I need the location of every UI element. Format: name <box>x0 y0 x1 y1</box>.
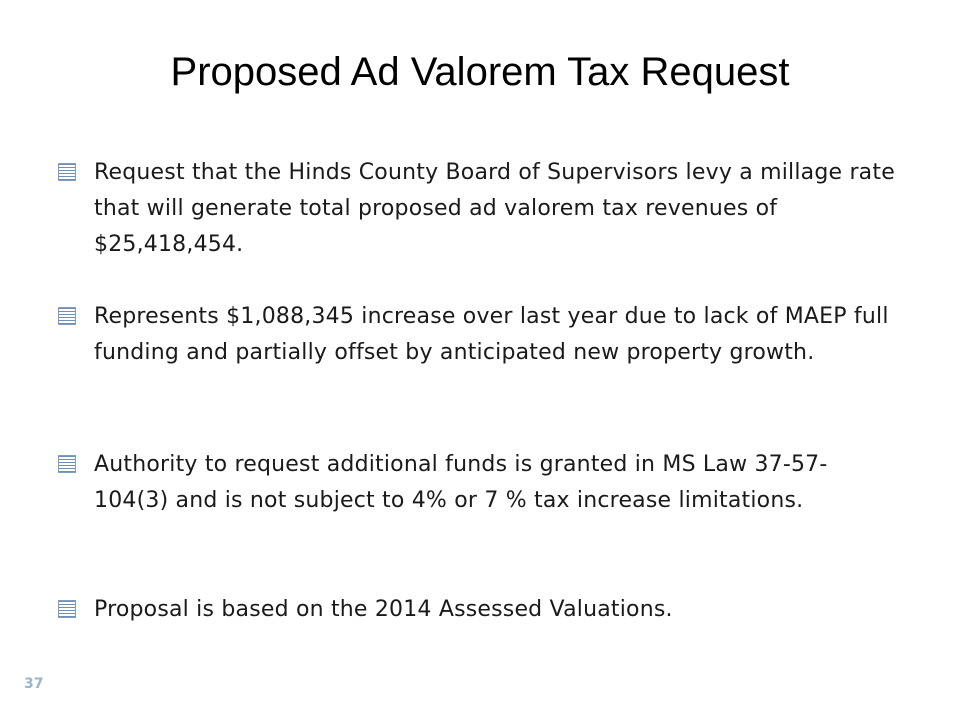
bullet-item <box>58 592 898 628</box>
bullet-text: Represents $1,088,345 increase over last year due to lack of MAEP full funding and partially offset by anticipated new property growth. <box>94 304 889 365</box>
bullet-item <box>58 299 898 371</box>
school-logo-bullet-icon <box>58 600 76 618</box>
page-number: 37 <box>24 676 44 692</box>
bullet-text: Request that the Hinds County Board of Supervisors levy a millage rate that will generate total proposed ad valorem tax revenues of $25,418,454. <box>94 160 895 257</box>
bullet-item <box>58 155 898 263</box>
school-logo-bullet-icon <box>58 307 76 325</box>
bullet-item <box>58 447 898 519</box>
slide-title: Proposed Ad Valorem Tax Request <box>170 50 790 94</box>
school-logo-bullet-icon <box>58 163 76 181</box>
school-logo-bullet-icon <box>58 455 76 473</box>
bullet-text: Proposal is based on the 2014 Assessed Valuations. <box>94 597 673 622</box>
bullet-text: Authority to request additional funds is granted in MS Law 37-57-104(3) and is not subject to 4% or 7 % tax increase limitations. <box>94 452 828 513</box>
